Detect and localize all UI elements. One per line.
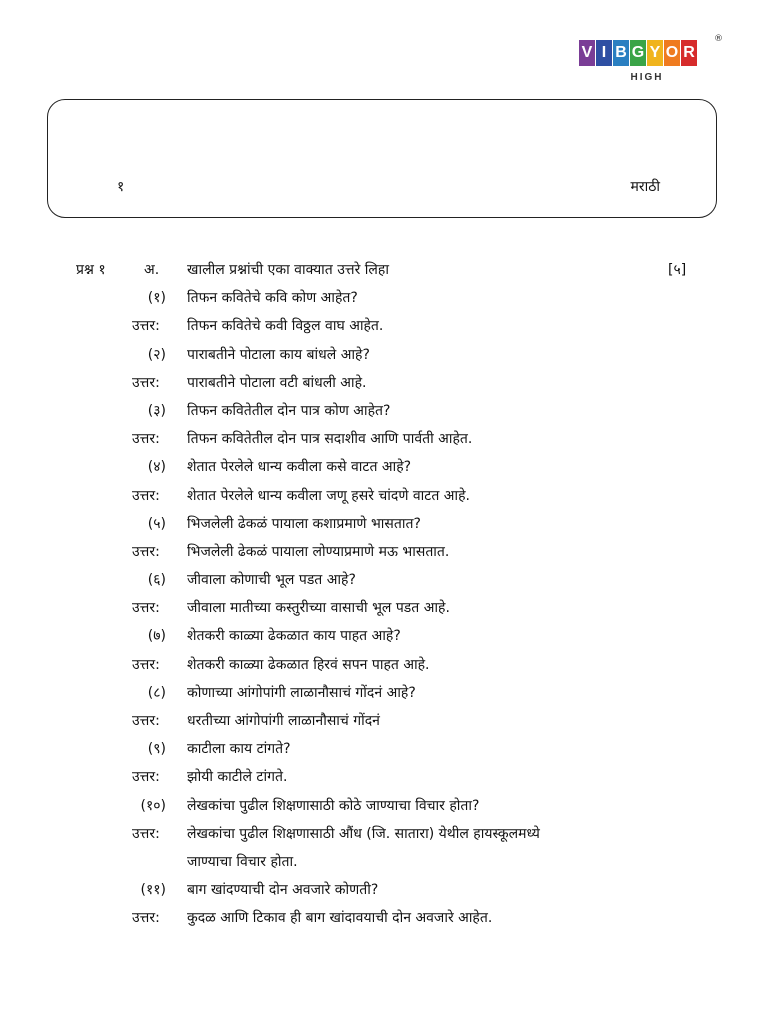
item-question: काटीला काय टांगते?	[187, 741, 291, 758]
item-answer: पाराबतीने पोटाला वटी बांधली आहे.	[187, 374, 367, 391]
item-answer: धरतीच्या आंगोपांगी लाळानौसाचं गोंदनं	[187, 713, 380, 729]
answer-item	[0, 707, 768, 735]
question-item	[0, 679, 768, 707]
item-question: शेतात पेरलेले धान्य कवीला कसे वाटत आहे?	[187, 459, 412, 476]
question-item	[0, 876, 768, 904]
answer-label: उत्तर:	[132, 769, 160, 786]
header-subject: मराठी	[630, 179, 660, 195]
answer-label: उत्तर:	[132, 600, 160, 617]
answer-label: उत्तर:	[132, 431, 160, 448]
answer-item	[0, 594, 768, 622]
registered-mark: ®	[714, 34, 723, 44]
logo-letter: B	[613, 40, 629, 66]
question-item	[0, 566, 768, 594]
item-number: (११)	[140, 882, 166, 899]
item-question: भिजलेली ढेकळं पायाला कशाप्रमाणे भासतात?	[187, 515, 421, 532]
answer-label: उत्तर:	[132, 374, 160, 391]
item-number: (७)	[147, 628, 166, 645]
item-answer: शेतकरी काळ्या ढेकळात हिरवं सपन पाहत आहे.	[187, 656, 430, 673]
answer-label: उत्तर:	[132, 656, 160, 673]
logo-subtitle: HIGH	[630, 72, 664, 83]
item-answer: जीवाला मातीच्या कस्तुरीच्या वासाची भूल पडत आहे.	[187, 600, 450, 617]
question-row	[0, 256, 768, 284]
question-marks: [५]	[668, 262, 687, 278]
logo-letter: I	[596, 40, 612, 66]
item-question: पाराबतीने पोटाला काय बांधले आहे?	[187, 346, 370, 363]
answer-item	[0, 482, 768, 510]
item-question: तिफन कवितेतील दोन पात्र कोण आहेत?	[187, 402, 391, 419]
item-answer: शेतात पेरलेले धान्य कवीला जणू हसरे चांदणे वाटत आहे.	[187, 487, 470, 504]
item-question: बाग खांदण्याची दोन अवजारे कोणती?	[187, 882, 379, 899]
item-question: लेखकांचा पुढील शिक्षणासाठी कोठे जाण्याचा विचार होता?	[187, 797, 480, 814]
answer-label: उत्तर:	[132, 825, 160, 842]
item-answer: तिफन कवितेतील दोन पात्र सदाशीव आणि पार्वती आहेत.	[187, 431, 473, 448]
question-part: अ.	[144, 262, 160, 278]
item-number: (६)	[147, 572, 166, 589]
question-item	[0, 735, 768, 763]
logo-letter: G	[630, 40, 646, 66]
answer-item	[0, 425, 768, 453]
item-number: (३)	[147, 402, 166, 419]
item-question: कोणाच्या आंगोपांगी लाळानौसाचं गोंदनं आहे?	[187, 684, 416, 701]
item-number: (४)	[147, 459, 166, 476]
question-item	[0, 622, 768, 650]
question-label: प्रश्न १	[76, 262, 106, 278]
question-section	[0, 256, 768, 933]
question-item	[0, 341, 768, 369]
item-number: (१)	[147, 290, 166, 307]
logo-letter: Y	[647, 40, 663, 66]
answer-label: उत्तर:	[132, 487, 160, 504]
item-number: (५)	[147, 515, 166, 532]
item-question: तिफन कवितेचे कवि कोण आहेत?	[187, 290, 358, 307]
logo-letter: V	[579, 40, 595, 66]
item-answer: तिफन कवितेचे कवी विठ्ठल वाघ आहेत.	[187, 318, 384, 335]
answer-item	[0, 820, 768, 848]
item-number: (२)	[147, 346, 166, 363]
item-answer: लेखकांचा पुढील शिक्षणासाठी औंध (जि. सातारा) येथील हायस्कूलमध्ये	[187, 825, 540, 842]
question-instruction: खालील प्रश्नांची एका वाक्यात उत्तरे लिहा	[187, 262, 389, 278]
item-answer: झोयी काटीले टांगते.	[187, 769, 288, 786]
answer-item	[0, 538, 768, 566]
item-question: जीवाला कोणाची भूल पडत आहे?	[187, 572, 356, 589]
answer-label: उत्तर:	[132, 543, 160, 560]
item-number: (९)	[147, 741, 166, 758]
item-number: (१०)	[140, 797, 166, 814]
answer-continuation	[0, 848, 768, 876]
question-item	[0, 397, 768, 425]
question-item	[0, 453, 768, 481]
answer-item	[0, 651, 768, 679]
header-number: १	[117, 179, 125, 195]
qa-list	[0, 284, 768, 932]
answer-label: उत्तर:	[132, 713, 160, 729]
item-answer-continued: जाण्याचा विचार होता.	[187, 853, 298, 870]
question-item	[0, 792, 768, 820]
answer-label: उत्तर:	[132, 318, 160, 335]
answer-item	[0, 904, 768, 932]
answer-label: उत्तर:	[132, 910, 160, 927]
logo-letter: R	[681, 40, 697, 66]
question-item	[0, 510, 768, 538]
vibgyor-logo	[579, 34, 723, 90]
header-box	[47, 99, 717, 218]
logo-letter: O	[664, 40, 680, 66]
answer-item	[0, 369, 768, 397]
logo-tiles	[579, 40, 719, 66]
answer-item	[0, 763, 768, 791]
item-answer: कुदळ आणि टिकाव ही बाग खांदावयाची दोन अवजारे आहेत.	[187, 910, 493, 927]
item-question: शेतकरी काळ्या ढेकळात काय पाहत आहे?	[187, 628, 401, 645]
answer-item	[0, 312, 768, 340]
item-number: (८)	[147, 684, 166, 701]
item-answer: भिजलेली ढेकळं पायाला लोण्याप्रमाणे मऊ भासतात.	[187, 543, 450, 560]
question-item	[0, 284, 768, 312]
